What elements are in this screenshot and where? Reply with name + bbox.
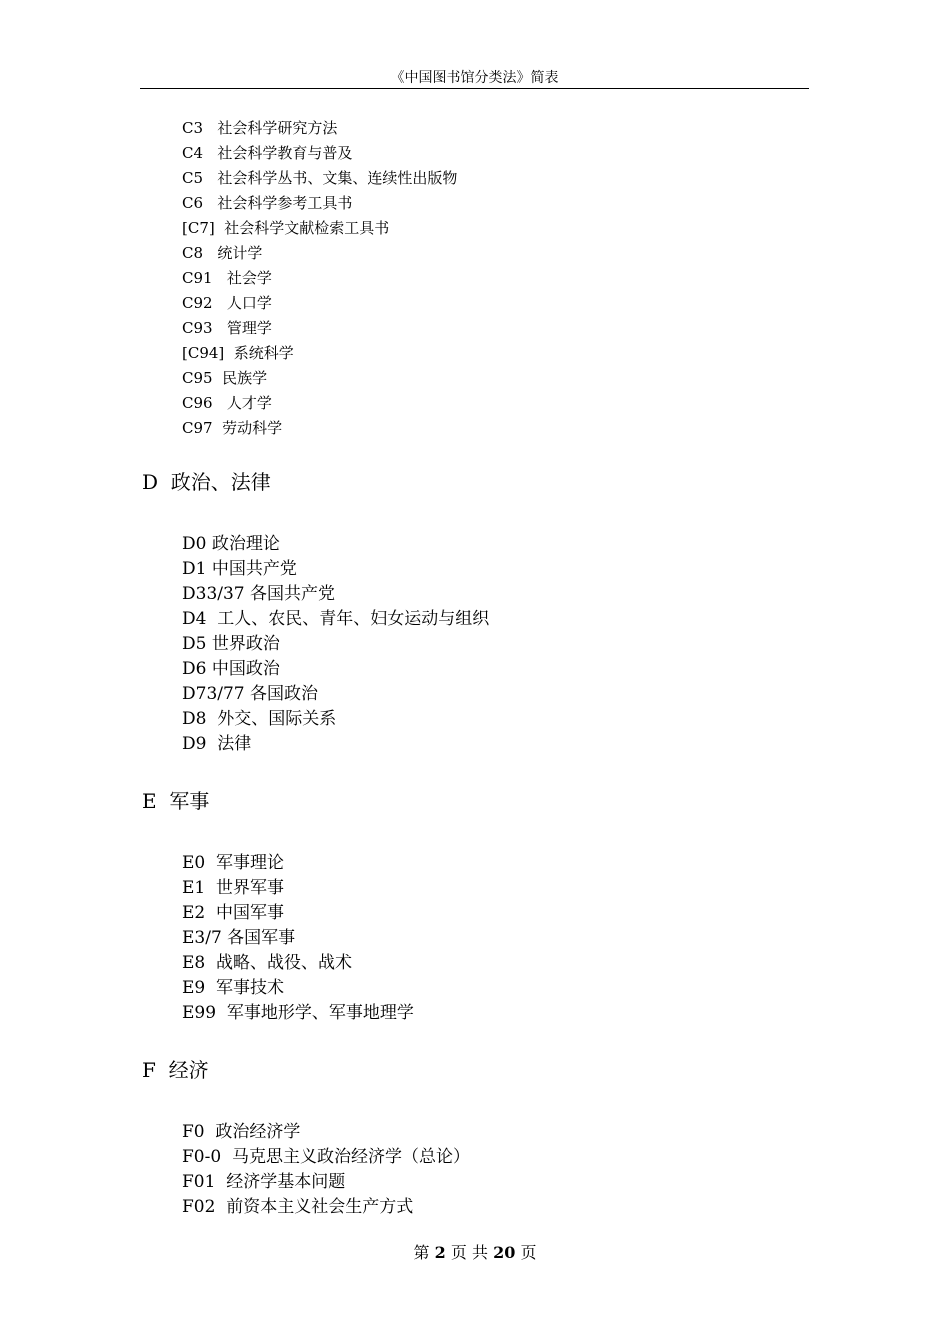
class-item-c5: C5 社会科学丛书、文集、连续性出版物 <box>182 169 458 187</box>
class-item-e3-7: E3/7 各国军事 <box>182 928 296 948</box>
header-divider <box>140 88 809 89</box>
class-item-f0-0: F0-0 马克思主义政治经济学（总论） <box>182 1147 470 1167</box>
class-item-c95: C95 民族学 <box>182 369 268 387</box>
footer-total-pages: 20 <box>493 1243 516 1262</box>
class-item-d9: D9 法律 <box>182 734 252 754</box>
page-footer <box>0 1243 950 1263</box>
class-item-e1: E1 世界军事 <box>182 878 285 898</box>
class-item-c7: [C7] 社会科学文献检索工具书 <box>182 219 390 237</box>
class-item-d6: D6 中国政治 <box>182 659 280 679</box>
class-item-d8: D8 外交、国际关系 <box>182 709 337 729</box>
footer-middle: 页 共 <box>450 1243 488 1262</box>
footer-page-number: 2 <box>434 1243 446 1262</box>
class-item-e2: E2 中国军事 <box>182 903 285 923</box>
class-item-c6: C6 社会科学参考工具书 <box>182 194 353 212</box>
class-item-e0: E0 军事理论 <box>182 853 285 873</box>
section-heading-f: F 经济 <box>142 1058 209 1082</box>
class-item-d5: D5 世界政治 <box>182 634 280 654</box>
class-item-c94: [C94] 系统科学 <box>182 344 294 362</box>
footer-suffix: 页 <box>520 1243 537 1262</box>
class-item-d0: D0 政治理论 <box>182 534 280 554</box>
class-item-c4: C4 社会科学教育与普及 <box>182 144 353 162</box>
class-item-e8: E8 战略、战役、战术 <box>182 953 353 973</box>
class-item-c93: C93 管理学 <box>182 319 272 337</box>
class-item-c3: C3 社会科学研究方法 <box>182 119 338 137</box>
class-item-f0: F0 政治经济学 <box>182 1122 301 1142</box>
class-item-c8: C8 统计学 <box>182 244 263 262</box>
footer-prefix: 第 <box>413 1243 430 1262</box>
class-item-f01: F01 经济学基本问题 <box>182 1172 346 1192</box>
class-item-c96: C96 人才学 <box>182 394 272 412</box>
class-item-e9: E9 军事技术 <box>182 978 285 998</box>
class-item-f02: F02 前资本主义社会生产方式 <box>182 1197 414 1217</box>
class-item-d73-77: D73/77 各国政治 <box>182 684 319 704</box>
class-item-d4: D4 工人、农民、青年、妇女运动与组织 <box>182 609 490 629</box>
section-heading-e: E 军事 <box>142 789 210 813</box>
class-item-c92: C92 人口学 <box>182 294 272 312</box>
section-heading-d: D 政治、法律 <box>142 470 271 494</box>
class-item-e99: E99 军事地形学、军事地理学 <box>182 1003 414 1023</box>
page-header-title: 《中国图书馆分类法》简表 <box>390 70 559 86</box>
class-item-d33-37: D33/37 各国共产党 <box>182 584 336 604</box>
class-item-c97: C97 劳动科学 <box>182 419 283 437</box>
class-item-d1: D1 中国共产党 <box>182 559 297 579</box>
class-item-c91: C91 社会学 <box>182 269 272 287</box>
